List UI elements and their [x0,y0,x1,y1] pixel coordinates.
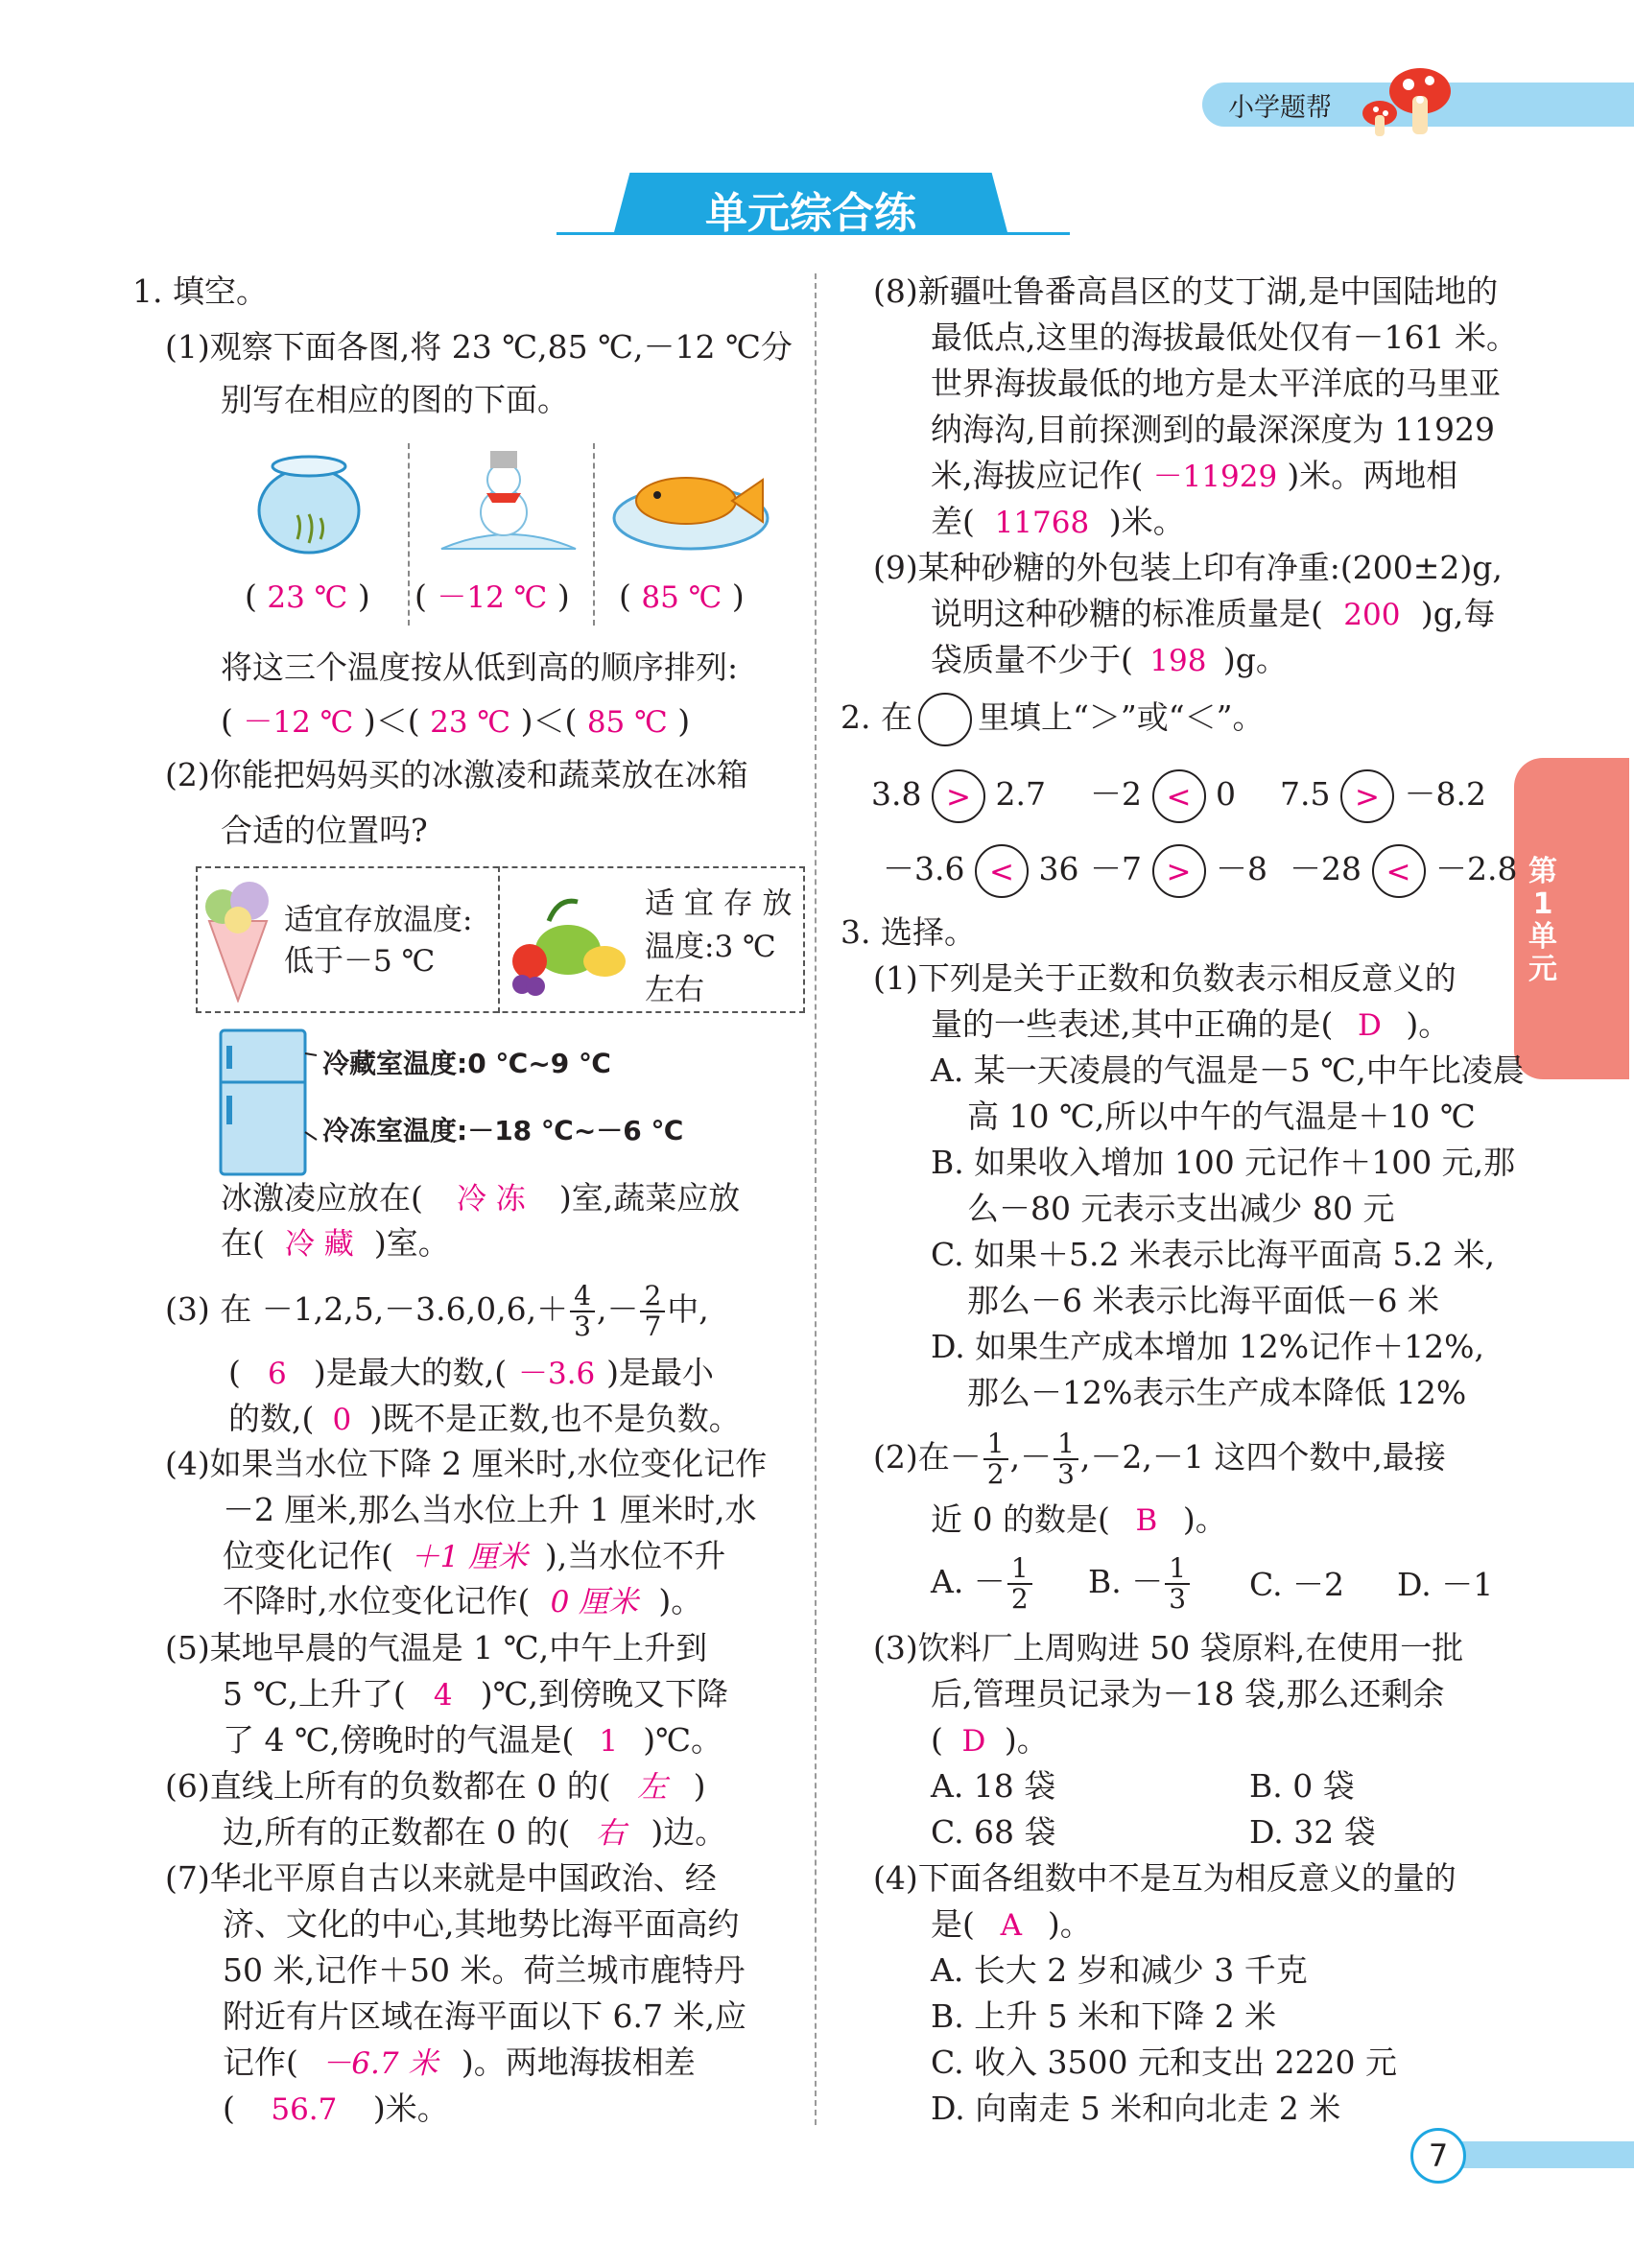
q1-8-line2: 最低点,这里的海拔最低处仅有－161 米。 [931,319,1518,356]
q1-4-line4: 不降时,水位变化记作( 0 厘米 )。 [223,1582,703,1619]
q1-9-line2: 说明这种砂糖的标准质量是( 200 )g,每 [931,595,1496,632]
veg-label-3: 左右 [645,973,704,1007]
q3-4-optA: A. 长大 2 岁和减少 3 千克 [931,1951,1308,1989]
q1-2-answer-line1: 冰激凌应放在( 冷 冻 )室,蔬菜应放 [221,1179,741,1217]
q1-7-line2: 济、文化的中心,其地势比海平面高约 [223,1905,740,1943]
fish-plate-image [609,451,772,556]
mushroom-icon [1353,58,1458,144]
q3-4-line2: 是( A )。 [931,1905,1092,1943]
q3-4-optD: D. 向南走 5 米和向北走 2 米 [931,2090,1341,2127]
q3-4-optB: B. 上升 5 米和下降 2 米 [931,1997,1277,2035]
q1-7-line3: 50 米,记作＋50 米。荷兰城市鹿特丹 [223,1951,746,1989]
veg-label-2: 温度:3 ℃ [645,930,776,964]
fridge-icon [213,1027,319,1180]
q3-3-line2: 后,管理员记录为－18 袋,那么还剩余 [931,1675,1445,1713]
q3-3-optD: D. 32 袋 [1249,1813,1376,1851]
q3-2-line2: 近 0 的数是( B )。 [931,1500,1227,1538]
q1-7-line6: ( 56.7 )米。 [223,2090,449,2127]
q1-5-line1: (5)某地早晨的气温是 1 ℃,中午上升到 [165,1629,708,1666]
q1-2-answer-line2: 在( 冷 藏 )室。 [221,1224,450,1262]
side-tab-label: 第1单元 [1528,855,1557,986]
q1-7-line1: (7)华北平原自古以来就是中国政治、经 [165,1859,717,1897]
footer-bar [1439,2141,1634,2168]
q1-2-line2: 合适的位置吗? [221,812,428,849]
q1-8-line3: 世界海拔最低的地方是太平洋底的马里亚 [931,365,1501,402]
q3-2-line1: (2)在－ $\frac{1}{2}$ ,－ $\frac{1}{3}$ ,－2,－1 这四个数中,最接 [873,1428,1446,1490]
q1-9-line3: 袋质量不少于( 198 )g。 [931,641,1288,678]
q3-heading: 3. 选择。 [841,913,976,951]
q3-2-optD: D. －1 [1397,1566,1494,1603]
q1-3-line2: ( 6 )是最大的数,( －3.6 )是最小 [228,1354,714,1391]
q3-4-optC: C. 收入 3500 元和支出 2220 元 [931,2044,1397,2081]
q1-4-line3: 位变化记作( ＋1 厘米 ),当水位不升 [223,1537,726,1574]
q3-1-line2: 量的一些表述,其中正确的是( D )。 [931,1005,1451,1043]
q3-1-optC1: C. 如果＋5.2 米表示比海平面高 5.2 米, [931,1236,1495,1273]
q2-heading: 2. 在 里填上“＞”或“＜”。 [841,693,1264,746]
q3-3-line1: (3)饮料厂上周购进 50 袋原料,在使用一批 [873,1629,1464,1666]
q2-item-5: －7 > －8 [1090,844,1267,898]
image-divider-2 [593,443,595,626]
q3-4-line1: (4)下面各组数中不是互为相反意义的量的 [873,1859,1456,1897]
q1-1-order-answer: ( －12 ℃ )＜( 23 ℃ )＜( 85 ℃ ) [221,702,691,740]
icecream-label-1: 适宜存放温度: [284,903,473,937]
q1-4-line1: (4)如果当水位下降 2 厘米时,水位变化记作 [165,1445,768,1482]
q3-1-optA1: A. 某一天凌晨的气温是－5 ℃,中午比凌晨 [931,1051,1525,1089]
q1-8-line6: 差( 11768 )米。 [931,503,1185,540]
q1-6-line1: (6)直线上所有的负数都在 0 的( 左 ) [165,1767,706,1805]
q3-3-line3: ( D )。 [931,1721,1049,1759]
page-title: 单元综合练 [705,189,916,238]
q1-3-line3: 的数,( 0 )既不是正数,也不是负数。 [228,1400,741,1437]
image-divider-1 [408,443,410,626]
q1-5-line2: 5 ℃,上升了( 4 )℃,到傍晚又下降 [223,1675,729,1713]
q1-8-line4: 纳海沟,目前探测到的最深深度为 11929 [931,411,1495,448]
q1-8-line5: 米,海拔应记作( －11929 )米。两地相 [931,457,1458,494]
q1-5-line3: 了 4 ℃,傍晚时的气温是( 1 )℃。 [223,1721,723,1759]
q1-4-line2: －2 厘米,那么当水位上升 1 厘米时,水 [223,1491,757,1528]
icecream-label-2: 低于－5 ℃ [284,944,436,979]
q1-6-line2: 边,所有的正数都在 0 的( 右 )边。 [223,1813,727,1851]
q3-2-optC: C. －2 [1249,1566,1345,1603]
q3-3-optB: B. 0 袋 [1249,1767,1355,1805]
q3-2-optB: B. － $\frac{1}{3}$ [1088,1554,1192,1614]
q3-1-optB1: B. 如果收入增加 100 元记作＋100 元,那 [931,1144,1516,1181]
q3-3-optA: A. 18 袋 [931,1767,1056,1805]
q3-1-optD2: 那么－12%表示生产成本降低 12% [967,1374,1467,1411]
fridge-bottom-label: 冷冻室温度:－18 ℃~－6 ℃ [322,1115,684,1146]
vegetables-icon [501,892,635,998]
q1-7-line4: 附近有片区域在海平面以下 6.7 米,应 [223,1997,746,2035]
q3-1-optD1: D. 如果生产成本增加 12%记作＋12%, [931,1328,1484,1365]
q1-2-line1: (2)你能把妈妈买的冰激凌和蔬菜放在冰箱 [165,756,748,793]
q2-item-1: 3.8 > 2.7 [871,769,1046,823]
q3-3-optC: C. 68 袋 [931,1813,1056,1851]
q1-7-line5: 记作( －6.7 米 )。两地海拔相差 [223,2044,696,2081]
q1-9-line1: (9)某种砂糖的外包装上印有净重:(200±2)g, [873,549,1503,586]
snowman-image [437,443,580,558]
answer-snowman: －12 ℃ [437,580,548,615]
fridge-top-label: 冷藏室温度:0 ℃~9 ℃ [322,1048,611,1079]
q1-1-line2: 别写在相应的图的下面。 [221,381,569,418]
answer-fishbowl: 23 ℃ [267,580,348,615]
veg-label-1: 适 宜 存 放 [645,886,793,921]
q3-2-optA: A. － $\frac{1}{2}$ [931,1554,1034,1614]
q3-1-optA2: 高 10 ℃,所以中午的气温是＋10 ℃ [967,1098,1476,1135]
q2-item-6: －28 < －2.8 [1290,844,1517,898]
column-divider [815,273,817,2125]
storage-box-divider [498,866,500,1013]
q1-heading: 1. 填空。 [132,272,268,310]
page-number: 7 [1410,2128,1466,2184]
icecream-icon [200,878,276,1003]
q3-1-optC2: 那么－6 米表示比海平面低－6 米 [967,1282,1439,1319]
q1-1-order-text: 将这三个温度按从低到高的顺序排列: [221,649,739,686]
q1-8-line1: (8)新疆吐鲁番高昌区的艾丁湖,是中国陆地的 [873,272,1499,310]
fishbowl-image [251,443,367,558]
q1-1-line1: (1)观察下面各图,将 23 ℃,85 ℃,－12 ℃分 [165,328,793,366]
q3-1-line1: (1)下列是关于正数和负数表示相反意义的 [873,959,1456,997]
q2-item-3: 7.5 > －8.2 [1280,769,1486,823]
q1-3-line1: (3) 在 －1,2,5,－3.6,0,6,＋ $\frac{4}{3}$ ,－ $\frac{2}{7}$ 中, [165,1280,709,1342]
q3-1-optB2: 么－80 元表示支出减少 80 元 [967,1190,1395,1227]
q2-item-2: －2 < 0 [1090,769,1236,823]
brand-label: 小学题帮 [1228,93,1332,123]
q2-item-4: －3.6 < 36 [883,844,1078,898]
answer-fish: 85 ℃ [641,580,722,615]
